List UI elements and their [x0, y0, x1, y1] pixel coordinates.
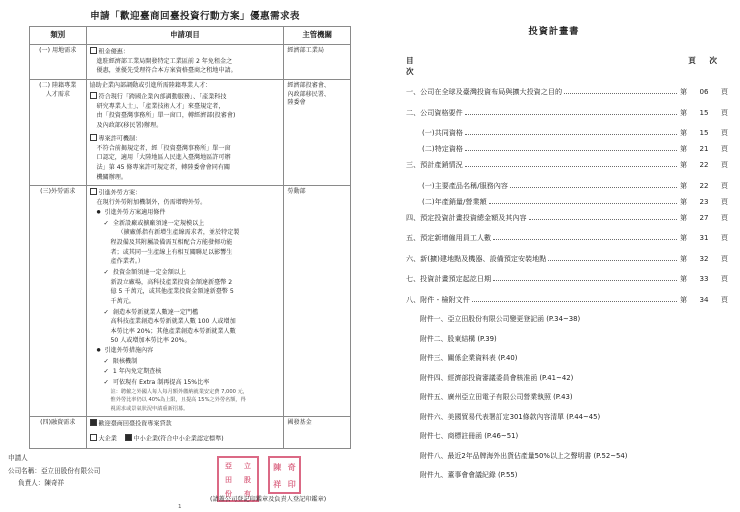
- toc-entry[interactable]: [406, 296, 728, 304]
- checkbox[interactable]: [90, 419, 97, 426]
- toc-entry-title: (一)共同資格: [422, 128, 464, 137]
- row-category: (四)融資需求: [30, 417, 87, 448]
- seal-character: 陳: [273, 461, 282, 472]
- toc-page-number: 06: [699, 87, 709, 96]
- item-line: 註：聘僱之外國人每人每月額外繳納就業安定費 7,000 元，: [110, 388, 248, 395]
- application-form-panel: [0, 0, 368, 512]
- item-line: [90, 188, 281, 198]
- attachment-item: 附件一、亞立田股份有限公司變更登記函 (P.34~38): [420, 315, 581, 323]
- toc-leader-dots: [529, 218, 677, 220]
- row-category: (一) 用地需求: [30, 44, 87, 79]
- toc-entry-title: 四、預定投資計畫投資總金額及其內容: [406, 212, 527, 222]
- toc-header: [406, 55, 728, 77]
- toc-entry[interactable]: [406, 198, 728, 206]
- item-line: [90, 434, 281, 444]
- attachment-item: 附件七、商標註冊函 (P.46~51): [420, 432, 519, 440]
- attachment-item: 附件五、廣州亞立田電子有限公司營業執照 (P.43): [420, 393, 573, 401]
- toc-leader-dots: [489, 202, 677, 204]
- attachment-item: 附件六、美國貿易代表署訂定301條款內容清單 (P.44~45): [420, 412, 601, 421]
- toc-leader-dots: [465, 165, 677, 167]
- item-line: 及內政部(移民署)辦理。: [96, 122, 163, 129]
- item-line: 優惠，並優先受理符合本方案資格臺商之租地申請。: [96, 67, 237, 75]
- toc-page-suffix: 頁: [720, 253, 728, 263]
- item-line: 由「投資臺灣事務所」單一窗口，轉經濟部(投審會): [96, 112, 236, 120]
- toc-leader-dots: [465, 113, 677, 115]
- item-line: ✓ 可依現有 Extra 制再提高 15%比率: [90, 378, 281, 388]
- checkbox[interactable]: [90, 92, 97, 99]
- toc-page-number: 21: [699, 144, 709, 153]
- seal-character: 田: [225, 474, 232, 484]
- item-line: ● 引進外勞措施內容: [90, 347, 281, 356]
- toc-entry-title: 五、預定新增僱用員工人數: [406, 233, 492, 242]
- item-line: 機關辦理。: [96, 173, 127, 181]
- toc-leader-dots: [564, 92, 677, 94]
- toc-page-number: 34: [699, 294, 709, 304]
- company-name-line: [8, 465, 358, 478]
- table-row: [30, 79, 351, 185]
- header-item: 申請項目: [86, 27, 284, 45]
- toc-page-prefix: 第: [680, 160, 688, 169]
- applicant-label: 申請人: [8, 454, 28, 462]
- item-line: ✓ 投資金額須達一定金額以上: [90, 268, 281, 278]
- attachment-item: 附件八、最近2年品牌海外出貨佔產量50%以上之聲明書 (P.52~54): [420, 451, 628, 460]
- toc-page-prefix: 第: [680, 294, 688, 304]
- checkbox-label: 租金優惠：: [98, 48, 129, 56]
- checkbox-label: 專案許可機制：: [98, 135, 142, 143]
- header-authority: 主管機關: [284, 27, 351, 45]
- toc-entry-title: 二、公司資格要件: [406, 107, 463, 117]
- toc-entry[interactable]: [406, 145, 728, 153]
- owner-seal-stamp: [268, 456, 301, 494]
- row-authority: 勞動部: [284, 186, 351, 417]
- item-line: ✓ 限核機制: [90, 357, 281, 367]
- toc-page-prefix: 第: [680, 180, 688, 190]
- item-line: 50 人或增加本勞比率 20%。: [110, 337, 191, 345]
- item-line: [90, 134, 281, 144]
- plan-title: 投資計畫書: [528, 26, 580, 37]
- toc-page-prefix: 第: [680, 107, 688, 117]
- toc-page-number: 31: [699, 233, 709, 242]
- seal-character: 股: [244, 474, 251, 484]
- item-line: 億 5 千萬元，或其他產業投資金額達新臺幣 5: [110, 288, 234, 296]
- toc-page-suffix: 頁: [720, 233, 728, 242]
- checkbox[interactable]: [90, 134, 97, 141]
- page-number: 1: [178, 504, 182, 510]
- toc-list: [406, 88, 728, 304]
- toc-page-suffix: 頁: [720, 128, 728, 137]
- toc-page-prefix: 第: [680, 144, 688, 153]
- toc-page-suffix: 頁: [720, 196, 728, 206]
- item-line: ✓ 創造本勞新就業人數達一定門檻: [90, 308, 281, 318]
- toc-entry-title: (一)主要產品名稱/服務內容: [422, 180, 508, 190]
- row-authority: 國發基金: [284, 417, 351, 448]
- table-header-row: [30, 27, 351, 45]
- toc-leader-dots: [472, 300, 677, 302]
- item-line: 千萬元。: [110, 297, 135, 305]
- company-name-value: 亞立田股份有限公司: [40, 466, 101, 475]
- seal-character: 亞: [225, 460, 232, 470]
- toc-page-number: 22: [699, 180, 709, 190]
- toc-page-number: 33: [699, 274, 709, 283]
- seal-character: 祥: [273, 478, 282, 489]
- item-line: 者；或其同一生產線上有相互關聯足以影響生: [110, 248, 233, 256]
- toc-leader-dots: [465, 133, 677, 135]
- toc-page-suffix: 頁: [720, 144, 728, 153]
- toc-page-suffix: 頁: [720, 160, 728, 169]
- toc-entry[interactable]: [406, 234, 728, 242]
- item-line: 不符合前揭規定者，經「投資臺灣事務所」單一窗: [96, 144, 231, 152]
- toc-leader-dots: [493, 238, 677, 240]
- seal-character: 有: [244, 488, 251, 498]
- toc-header-page-label: 頁 次: [688, 56, 720, 65]
- item-line: 協助企業內部調動或引進所需陸籍專業人才：: [89, 81, 212, 89]
- seal-character: 印: [287, 478, 296, 489]
- item-line: 研究專業人士」、「產業技術人才」來臺規定者，: [96, 102, 225, 110]
- item-line: 在現行外勞附加機制外，仍需增聘外勞。: [96, 199, 207, 207]
- toc-page-number: 15: [699, 128, 709, 137]
- toc-entry[interactable]: [406, 255, 728, 263]
- toc-header-label: 目 次: [406, 56, 453, 76]
- owner-line: [8, 477, 358, 490]
- toc-leader-dots: [493, 279, 677, 281]
- item-line: ✓ 全新設廠或擴廠須達一定規模以上: [90, 219, 281, 229]
- toc-entry-title: 一、公司在全球及臺灣投資布局與擴大投資之目的: [406, 87, 563, 96]
- row-category: (二) 陸籍專業 人才需求: [30, 79, 87, 185]
- toc-entry[interactable]: [406, 275, 728, 283]
- row-items: [86, 79, 284, 185]
- item-line: ✓ 1 年內免定期查核: [90, 367, 281, 377]
- attachment-item: 附件九、董事會會議紀錄 (P.55): [420, 471, 518, 479]
- attachment-list: [368, 316, 740, 479]
- toc-leader-dots: [548, 259, 677, 261]
- toc-page-suffix: 頁: [720, 274, 728, 283]
- item-line: 程設備及其附屬設備需互相配合方能發揮功能: [110, 239, 233, 247]
- company-name-label: 公司名稱：: [8, 466, 41, 475]
- table-row: [30, 417, 351, 448]
- toc-page-suffix: 頁: [720, 212, 728, 222]
- large-enterprise-label: 大企業: [98, 435, 117, 443]
- toc-page-prefix: 第: [680, 196, 688, 206]
- item-line: 口認定，適用「大陸地區人民進入臺灣地區許可辦: [96, 154, 231, 162]
- row-authority: 經濟部投審會、 內政部移民署、 陸委會: [284, 79, 351, 185]
- seal-character: 立: [244, 460, 251, 470]
- toc-page-number: 22: [699, 160, 709, 169]
- requirement-table: [29, 26, 351, 449]
- toc-page-prefix: 第: [680, 128, 688, 137]
- toc-page-prefix: 第: [680, 87, 688, 96]
- toc-entry[interactable]: [406, 88, 728, 96]
- checkbox-label: 引進外勞方案：: [98, 189, 142, 197]
- row-authority: 經濟部工業局: [284, 44, 351, 79]
- item-line: 視需求或景氣狀況申請重新招募。: [110, 405, 189, 412]
- seal-instruction-note: (請蓋公司登記印鑑章及負責人登記印鑑章): [210, 496, 327, 503]
- toc-page-suffix: 頁: [720, 180, 728, 190]
- row-items: [86, 417, 284, 448]
- toc-page-number: 15: [699, 107, 709, 117]
- toc-entry-title: (二)特定資格: [422, 144, 464, 153]
- toc-entry[interactable]: [406, 109, 728, 117]
- checkbox[interactable]: [90, 47, 97, 54]
- row-items: [86, 186, 284, 417]
- sme-label: 中小企業(符合中小企業認定標準): [133, 435, 224, 443]
- toc-entry-title: (二)年產銷量/營業額: [422, 196, 487, 206]
- table-row: [30, 186, 351, 417]
- form-title: 申請「歡迎臺商回臺投資行動方案」優惠需求表: [90, 11, 300, 22]
- toc-entry[interactable]: [406, 161, 728, 169]
- item-line: 產作業者。）: [110, 258, 145, 266]
- item-line: （擴廠係指有新增生產線需求者，並於特定製: [117, 229, 240, 237]
- row-category: (三)外勞需求: [30, 186, 87, 417]
- toc-entry-title: 七、投資計畫預定起訖日期: [406, 274, 492, 283]
- toc-page-prefix: 第: [680, 212, 688, 222]
- item-line: 高科技產業創造本勞新就業人數 100 人或增加: [110, 318, 236, 326]
- table-row: [30, 44, 351, 79]
- toc-page-number: 32: [699, 253, 709, 263]
- toc-leader-dots: [510, 186, 677, 188]
- applicant-block: [8, 452, 358, 490]
- toc-entry-title: 六、新(擴)建地點及機器、設備預定安裝地點: [406, 253, 547, 263]
- owner-label: 負責人：: [18, 479, 45, 488]
- attachment-item: 附件三、關係企業資料表 (P.40): [420, 354, 518, 362]
- item-line: [90, 92, 281, 102]
- row-items: [86, 44, 284, 79]
- toc-entry-title: 三、預計產銷情況: [406, 160, 463, 169]
- owner-value: 陳奇祥: [44, 479, 65, 488]
- toc-page-suffix: 頁: [720, 294, 728, 304]
- attachment-item: 附件二、股東結構 (P.39): [420, 334, 497, 343]
- investment-plan-panel: [368, 0, 740, 512]
- item-line: ● 引進外勞方案適用條件: [90, 209, 281, 218]
- attachment-item: 附件四、經濟部投資審議委員會核准函 (P.41~42): [420, 373, 574, 382]
- table-body: [30, 44, 351, 448]
- seal-character: 奇: [287, 461, 296, 472]
- toc-page-suffix: 頁: [720, 87, 728, 96]
- toc-entry[interactable]: [406, 182, 728, 190]
- item-line: 法」第 45 條專案許可規定者，轉陸委會會同有關: [96, 164, 231, 172]
- toc-page-prefix: 第: [680, 233, 688, 242]
- item-line: 進駐經濟部工業局開發特定工業區前 2 年免租金之: [96, 57, 233, 65]
- checkbox-label: 歡迎臺商回臺投資專案貸款: [98, 420, 172, 428]
- item-line: 惟外勞比率仍以 40%為上限，且提高 15%之外勞名額，得: [110, 397, 246, 404]
- toc-entry-title: 八、附件 - 檢附文件: [406, 294, 470, 304]
- toc-page-number: 27: [699, 212, 709, 222]
- toc-entry[interactable]: [406, 214, 728, 222]
- toc-leader-dots: [465, 149, 677, 151]
- toc-entry[interactable]: [406, 129, 728, 137]
- toc-page-suffix: 頁: [720, 107, 728, 117]
- seal-character: 份: [225, 488, 232, 498]
- checkbox-sme[interactable]: [125, 434, 132, 441]
- toc-page-prefix: 第: [680, 274, 688, 283]
- table-of-contents: [368, 55, 740, 304]
- toc-page-number: 23: [699, 196, 709, 206]
- item-line: 本勞比率 20%；其他產業創造本勞新就業人數: [110, 327, 236, 335]
- toc-page-prefix: 第: [680, 253, 688, 263]
- checkbox-large-enterprise[interactable]: [90, 434, 97, 441]
- header-category: 類別: [30, 27, 87, 45]
- checkbox[interactable]: [90, 188, 97, 195]
- item-line: [90, 47, 281, 57]
- item-line: 新設立廠場，高科技產業投資金額達新臺幣 2: [110, 278, 233, 286]
- item-line: [90, 419, 281, 429]
- checkbox-label: 符合現行「跨國企業內部調動服務」、「產業科技: [98, 93, 227, 101]
